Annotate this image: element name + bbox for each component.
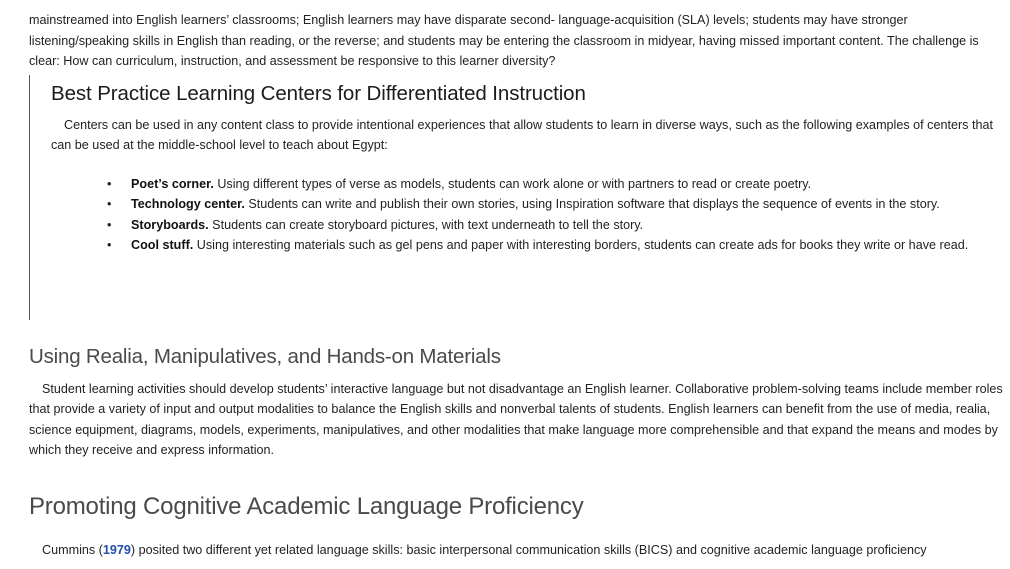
list-item-term: Poet’s corner. (131, 176, 214, 191)
list-item-term: Cool stuff. (131, 238, 194, 252)
list-item-text: Students can write and publish their own stories, using Inspiration software that displays the sequence of events in the story. (244, 197, 940, 211)
list-item-storyboards (107, 215, 1009, 236)
list-item-technology-center (107, 194, 1009, 215)
bullet-icon: • (107, 217, 112, 232)
intro-paragraph: mainstreamed into English learners’ classrooms; English learners may have disparate second- language-acquisition (SLA) levels; students may have stronger listening/speaking skills in English than reading, or the reverse; and students may be entering the classroom in midyear, having missed important content. The challenge is clear: How can curriculum, instruction, and assessment be responsive to this learner diversity? (29, 13, 979, 68)
list-item-text: Students can create storyboard pictures, with text underneath to tell the story. (208, 217, 644, 232)
calp-text-after: ) posited two different yet related language skills: basic interpersonal communication skills (BICS) and cognitive academic language proficiency (130, 542, 927, 557)
callout-title: Best Practice Learning Centers for Differentiated Instruction (51, 81, 586, 105)
list-item-term: Storyboards. (131, 217, 209, 232)
calp-paragraph (29, 540, 1009, 561)
calp-text-before: Cummins ( (42, 542, 103, 557)
list-item-text: Using interesting materials such as gel pens and paper with interesting borders, students can create ads for books they write or have read. (193, 238, 969, 252)
list-item-cool-stuff (107, 235, 1009, 256)
list-item-term: Technology center. (131, 197, 245, 211)
best-practice-callout (29, 75, 1009, 320)
bullet-icon: • (107, 197, 112, 211)
citation-link-1979[interactable]: 1979 (102, 542, 131, 557)
realia-section-heading: Using Realia, Manipulatives, and Hands-on Materials (29, 344, 501, 368)
list-item-poets-corner (107, 174, 1009, 195)
bullet-icon: • (107, 238, 112, 252)
calp-section-heading: Promoting Cognitive Academic Language Proficiency (29, 492, 584, 520)
bullet-icon: • (107, 176, 112, 191)
document-page (29, 0, 1009, 560)
list-item-text: Using different types of verse as models, students can work alone or with partners to read or create poetry. (213, 176, 812, 191)
callout-intro-paragraph: Centers can be used in any content class to provide intentional experiences that allow students to learn in diverse ways, such as the following examples of centers that can be used at the middle-school level to teach about Egypt: (51, 117, 993, 152)
realia-paragraph: Student learning activities should develop students’ interactive language but not disadvantage an English learner. Collaborative problem-solving teams include member roles that provide a variety of input and output modalities to balance the English skills and nonverbal talents of students. English learners can benefit from the use of media, realia, science equipment, diagrams, models, experiments, manipulatives, and other modalities that make language more comprehensible and that expand the means and modes by which they receive and express information. (29, 381, 1003, 457)
centers-list (51, 174, 1009, 256)
